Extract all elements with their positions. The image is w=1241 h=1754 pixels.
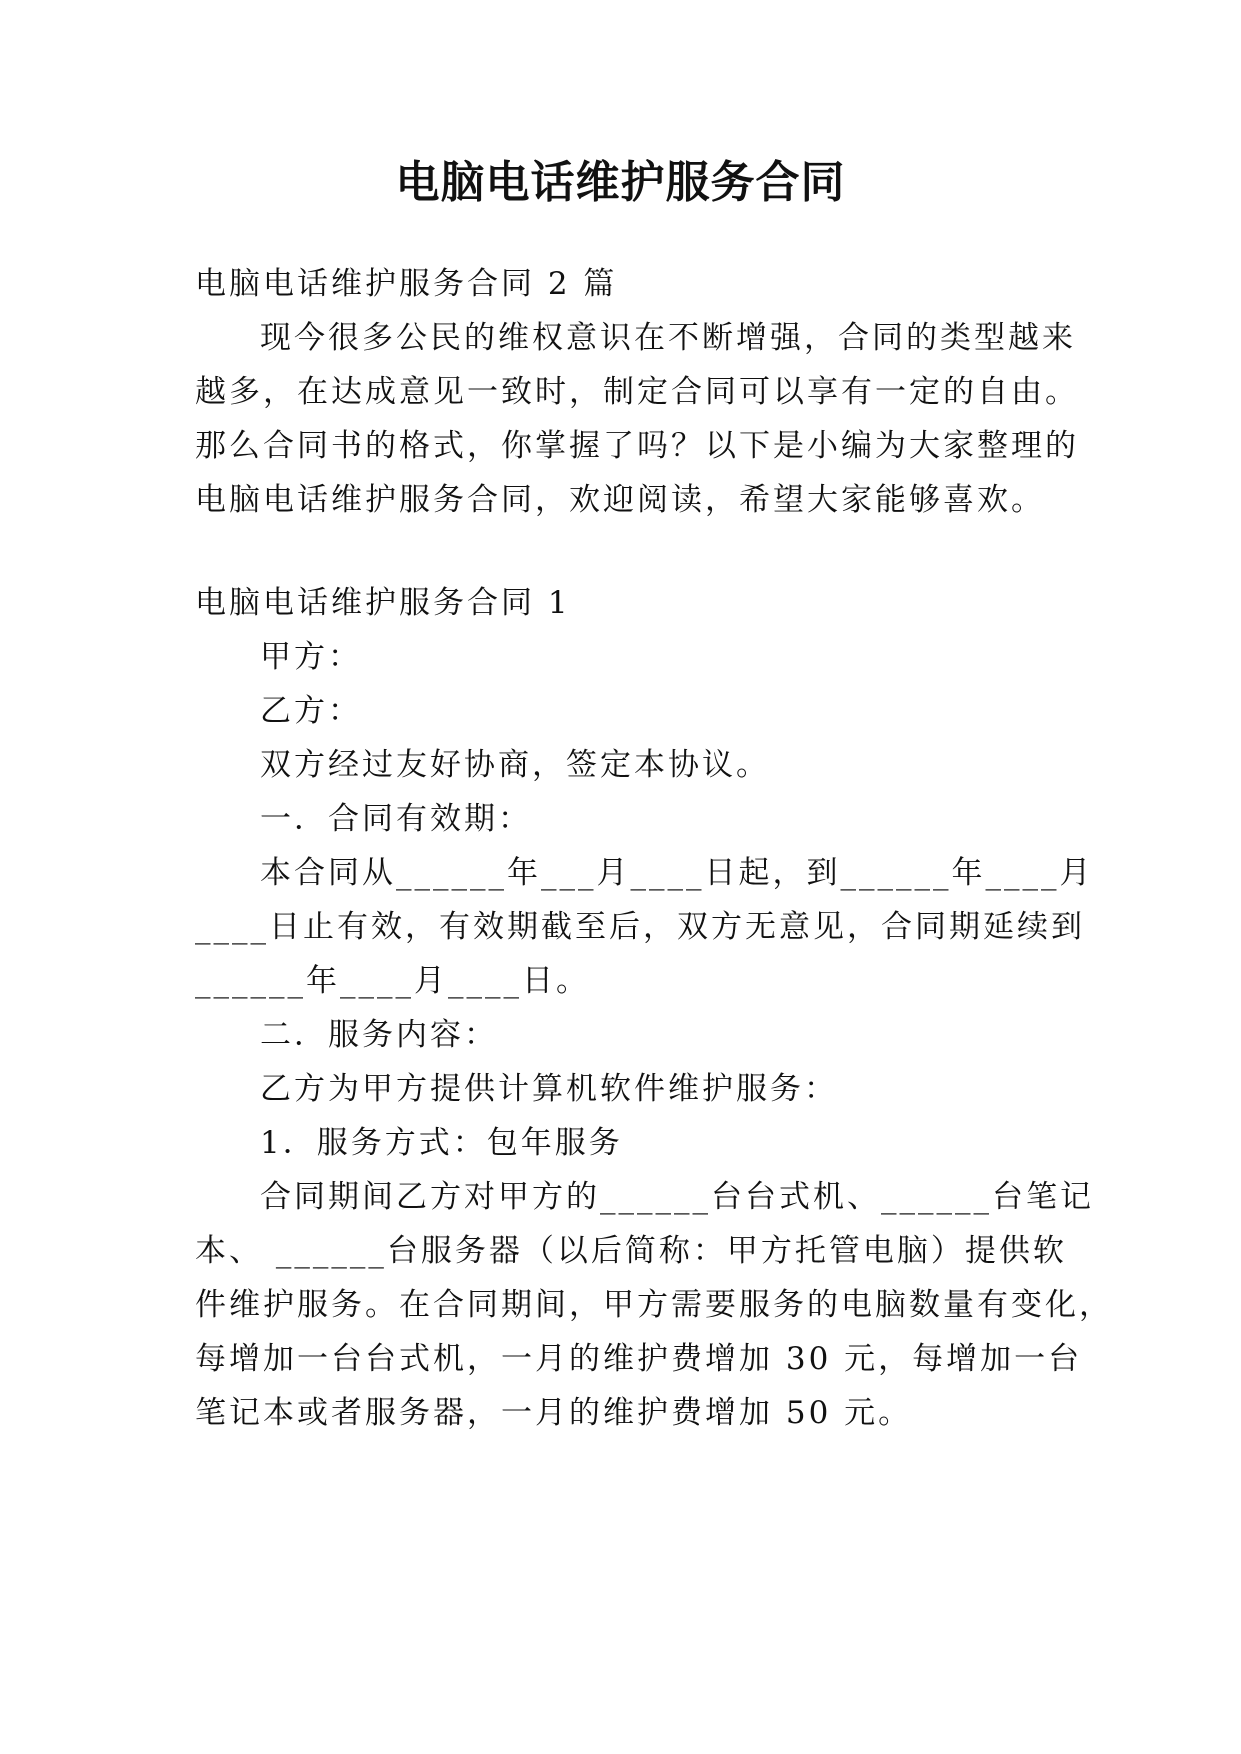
doc-subtitle: 电脑电话维护服务合同 2 篇: [195, 266, 618, 302]
intro-line: 那么合同书的格式，你掌握了吗？以下是小编为大家整理的: [195, 428, 1079, 464]
intro-line: 现今很多公民的维权意识在不断增强，合同的类型越来: [260, 320, 1076, 356]
document-title: 电脑电话维护服务合同: [395, 157, 846, 208]
intro-line: 电脑电话维护服务合同，欢迎阅读，希望大家能够喜欢。: [195, 482, 1045, 518]
party-a-line: 甲方：: [260, 639, 362, 675]
body-line: ____日止有效，有效期截至后，双方无意见，合同期延续到: [195, 909, 1085, 945]
body-line: ______年____月____日。: [195, 963, 590, 999]
clause-heading: 一．合同有效期：: [260, 801, 532, 837]
body-line: 双方经过友好协商，签定本协议。: [260, 747, 770, 783]
body-line: 笔记本或者服务器，一月的维护费增加 50 元。: [195, 1395, 913, 1431]
body-line: 本合同从______年___月____日起，到______年____月: [260, 855, 1094, 891]
body-line: 1．服务方式：包年服务: [260, 1125, 623, 1161]
body-line: 本、 ______台服务器（以后简称：甲方托管电脑）提供软: [195, 1233, 1067, 1269]
intro-line: 越多，在达成意见一致时，制定合同可以享有一定的自由。: [195, 374, 1079, 410]
body-line: 每增加一台台式机，一月的维护费增加 30 元，每增加一台: [195, 1341, 1083, 1377]
party-b-line: 乙方：: [260, 693, 362, 729]
section-heading: 电脑电话维护服务合同 1: [195, 585, 571, 621]
body-line: 合同期间乙方对甲方的______台台式机、______台笔记: [260, 1179, 1094, 1215]
clause-heading: 二．服务内容：: [260, 1017, 498, 1053]
body-line: 件维护服务。在合同期间，甲方需要服务的电脑数量有变化，: [195, 1287, 1113, 1323]
body-line: 乙方为甲方提供计算机软件维护服务：: [260, 1071, 838, 1107]
